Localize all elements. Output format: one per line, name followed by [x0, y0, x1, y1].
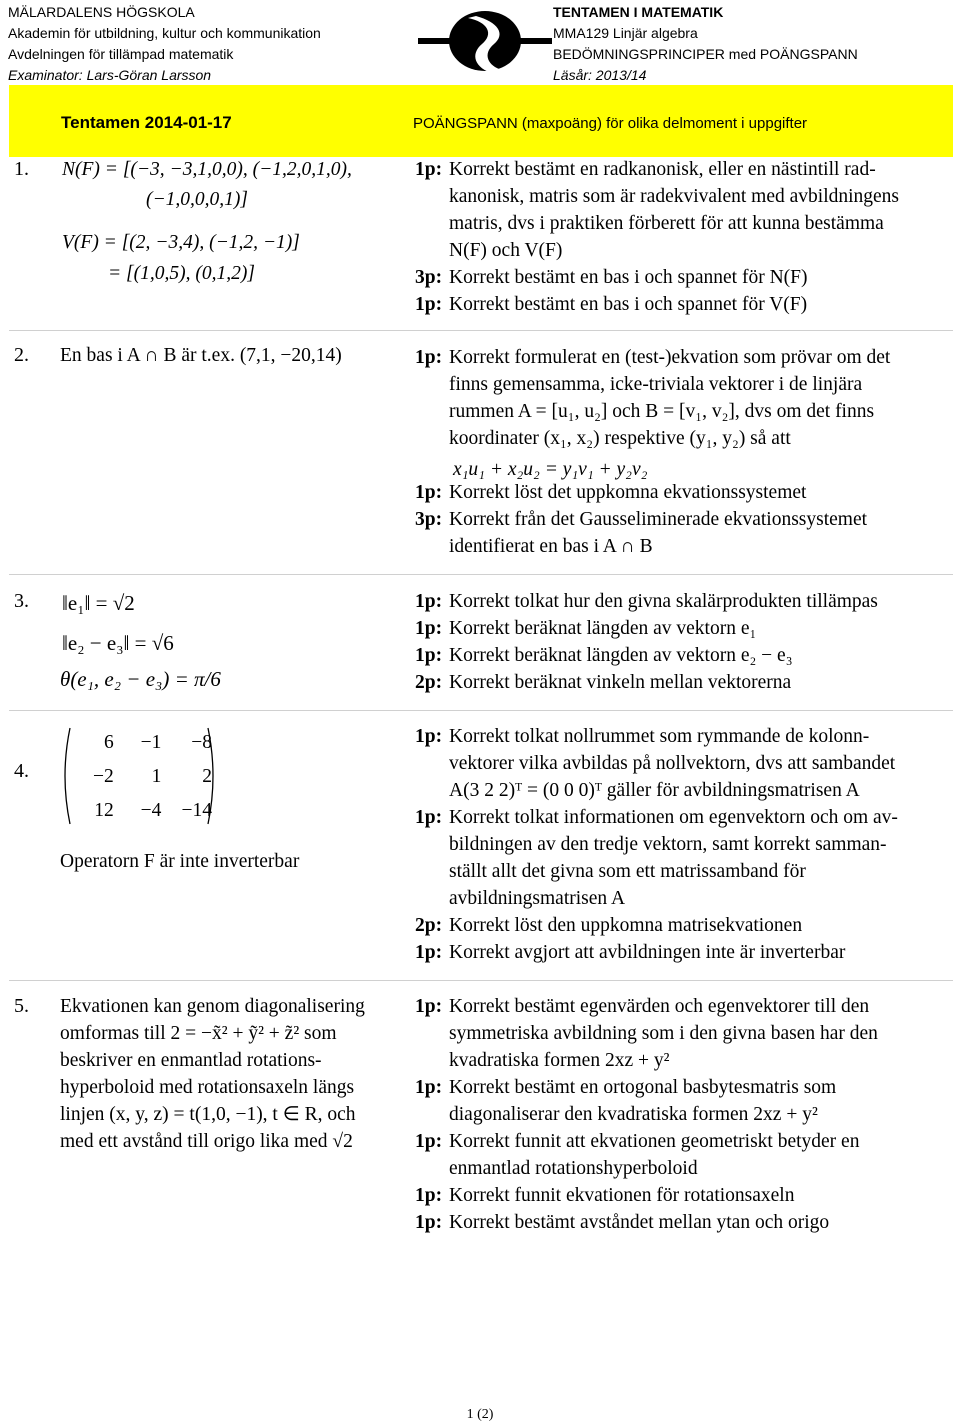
- p4-c4-text: Korrekt avgjort att avbildningen inte är inverterbar: [449, 942, 846, 963]
- p2-c3-text: identifierat en bas i A ∩ B: [449, 536, 653, 557]
- p5-text: linjen (x, y, z) = t(1,0, −1), t ∈ R, och: [60, 1104, 356, 1125]
- p5-c1-text: symmetriska avbildning som i den givna basen har den: [449, 1023, 878, 1044]
- p4-c2-text: avbildningsmatrisen A: [449, 888, 626, 909]
- document-type: BEDÖMNINGSPRINCIPER med POÄNGSPANN: [553, 46, 858, 62]
- p3-c2-points: 1p:: [415, 618, 443, 639]
- p2-c1-equation: x₁u₁ + x₂u₂ = y₁v₁ + y₂v₂: [453, 459, 648, 480]
- p1-c1-text: N(F) och V(F): [449, 240, 563, 261]
- p5-c4-points: 1p:: [415, 1185, 443, 1206]
- row-divider: [9, 710, 953, 711]
- matrix-cell: −14: [181, 800, 212, 821]
- p2-c1-points: 1p:: [415, 347, 443, 368]
- p5-text: Ekvationen kan genom diagonalisering: [60, 996, 365, 1017]
- p1-c1-text: Korrekt bestämt en radkanonisk, eller en nästintill rad-: [449, 159, 876, 180]
- row-divider: [9, 980, 953, 981]
- matrix-cell: 1: [151, 766, 162, 787]
- p5-text: hyperboloid med rotationsaxeln längs: [60, 1077, 355, 1098]
- exam-date: Tentamen 2014-01-17: [61, 113, 232, 132]
- p2-c1-text: finns gemensamma, icke-triviala vektorer i de linjära: [449, 374, 863, 395]
- p3-c2-text: Korrekt beräknat längden av vektorn e₁: [449, 618, 757, 639]
- p1-range-line2: = [(1,0,5), (0,1,2)]: [108, 263, 255, 284]
- p5-text: omformas till 2 = −x̃² + ỹ² + z̃² som: [60, 1023, 337, 1044]
- division-name: Avdelningen för tillämpad matematik: [8, 46, 234, 62]
- problem-1-number: 1.: [14, 158, 29, 180]
- p1-c1-text: kanonisk, matris som är radekvivalent med avbildningens: [449, 186, 900, 207]
- header-left: [8, 2, 321, 86]
- p5-c5-text: Korrekt bestämt avståndet mellan ytan och origo: [449, 1212, 830, 1233]
- p1-range-line1: V(F) = [(2, −3,4), (−1,2, −1)]: [62, 232, 300, 253]
- p4-c2-text: ställt allt det givna som ett matrissamband för: [449, 861, 806, 882]
- matrix-cell: −4: [140, 800, 162, 821]
- p2-c1-text: rummen A = [u₁, u₂] och B = [v₁, v₂], dvs om det finns: [449, 401, 875, 422]
- p4-c1-text: A(3 2 2)ᵀ = (0 0 0)ᵀ gäller för avbildningsmatrisen A: [449, 780, 860, 801]
- p5-text: med ett avstånd till origo lika med √2: [60, 1131, 353, 1152]
- p1-c3-points: 1p:: [415, 294, 443, 315]
- course-name: MMA129 Linjär algebra: [553, 25, 698, 41]
- p2-c3-text: Korrekt från det Gausseliminerade ekvationssystemet: [449, 509, 868, 530]
- p1-nullspace-line2: (−1,0,0,0,1)]: [146, 189, 248, 210]
- p3-c4-text: Korrekt beräknat vinkeln mellan vektorerna: [449, 672, 792, 693]
- row-divider: [9, 574, 953, 575]
- p5-text: beskriver en enmantlad rotations-: [60, 1050, 322, 1071]
- p3-c1-text: Korrekt tolkat hur den givna skalärprodukten tillämpas: [449, 591, 878, 612]
- problem-3-number: 3.: [14, 590, 29, 612]
- academic-year: Läsår: 2013/14: [553, 67, 647, 83]
- academy-name: Akademin för utbildning, kultur och kommunikation: [8, 25, 321, 41]
- p1-c1-points: 1p:: [415, 159, 443, 180]
- header-right: [553, 2, 858, 86]
- matrix-cell: 12: [94, 800, 114, 821]
- problem-5-number: 5.: [14, 995, 29, 1017]
- university-logo: [418, 8, 552, 78]
- p5-c3-points: 1p:: [415, 1131, 443, 1152]
- problem-4-number: 4.: [14, 760, 29, 782]
- p2-c2-text: Korrekt löst det uppkomna ekvationssystemet: [449, 482, 807, 503]
- p4-c2-text: bildningen av den tredje vektorn, samt korrekt samman-: [449, 834, 887, 855]
- p2-c1-text: Korrekt formulerat en (test-)ekvation som prövar om det: [449, 347, 891, 368]
- matrix-cell: 6: [103, 732, 114, 753]
- p5-c1-text: Korrekt bestämt egenvärden och egenvektorer till den: [449, 996, 870, 1017]
- problem-2-number: 2.: [14, 344, 29, 366]
- p4-c3-points: 2p:: [415, 915, 443, 936]
- p5-c2-text: diagonaliserar den kvadratiska formen 2xz + y²: [449, 1104, 818, 1125]
- p5-c1-text: kvadratiska formen 2xz + y²: [449, 1050, 670, 1071]
- p5-c5-points: 1p:: [415, 1212, 443, 1233]
- matrix-cell: 2: [202, 766, 212, 787]
- title-band: [9, 85, 953, 157]
- p1-c1-text: matris, dvs i praktiken förberett för att kunna bestämma: [449, 213, 884, 234]
- p5-c2-text: Korrekt bestämt en ortogonal basbytesmatris som: [449, 1077, 837, 1098]
- p5-c1-points: 1p:: [415, 996, 443, 1017]
- p4-c2-points: 1p:: [415, 807, 443, 828]
- p1-c3-text: Korrekt bestämt en bas i och spannet för V(F): [449, 294, 808, 315]
- page-number: 1 (2): [466, 1407, 494, 1422]
- p2-c2-points: 1p:: [415, 482, 443, 503]
- p4-c2-text: Korrekt tolkat informationen om egenvektorn och om av-: [449, 807, 898, 828]
- p4-c1-text: vektorer vilka avbildas på nollvektorn, dvs att sambandet: [449, 753, 896, 774]
- matrix-cell: −8: [191, 732, 212, 753]
- column-heading: POÄNGSPANN (maxpoäng) för olika delmoment i uppgifter: [413, 115, 808, 132]
- p1-nullspace-line1: N(F) = [(−3, −3,1,0,0), (−1,2,0,1,0),: [62, 159, 352, 180]
- p3-norm-e2-e3: ‖e₂ − e₃‖ = √6: [62, 631, 174, 655]
- matrix-cell: −2: [92, 766, 114, 787]
- row-divider: [9, 330, 953, 331]
- p2-answer: En bas i A ∩ B är t.ex. (7,1, −20,14): [60, 345, 342, 366]
- p5-c3-text: enmantlad rotationshyperboloid: [449, 1158, 698, 1179]
- p4-c4-points: 1p:: [415, 942, 443, 963]
- p3-c3-points: 1p:: [415, 645, 443, 666]
- p1-c2-points: 3p:: [415, 267, 443, 288]
- matrix-grid: [72, 726, 218, 828]
- p3-norm-e1: ‖e₁‖ = √2: [62, 591, 135, 615]
- p2-c3-points: 3p:: [415, 509, 443, 530]
- p3-angle: θ(e₁, e₂ − e₃) = π/6: [60, 667, 221, 691]
- p4-c1-text: Korrekt tolkat nollrummet som rymmande de kolonn-: [449, 726, 870, 747]
- examiner: Examinator: Lars-Göran Larsson: [8, 67, 212, 83]
- p5-c2-points: 1p:: [415, 1077, 443, 1098]
- p4-c1-points: 1p:: [415, 726, 443, 747]
- p2-c1-text: koordinater (x₁, x₂) respektive (y₁, y₂) så att: [449, 428, 791, 449]
- p4-matrix: [58, 726, 218, 826]
- p4-c3-text: Korrekt löst den uppkomna matrisekvationen: [449, 915, 803, 936]
- p3-c4-points: 2p:: [415, 672, 443, 693]
- p3-c1-points: 1p:: [415, 591, 443, 612]
- exam-type: TENTAMEN I MATEMATIK: [553, 4, 724, 20]
- p5-c3-text: Korrekt funnit att ekvationen geometriskt betyder en: [449, 1131, 860, 1152]
- university-name: MÄLARDALENS HÖGSKOLA: [8, 4, 195, 20]
- p3-c3-text: Korrekt beräknat längden av vektorn e₂ − e₃: [449, 645, 793, 666]
- matrix-cell: −1: [140, 732, 162, 753]
- p1-c2-text: Korrekt bestämt en bas i och spannet för N(F): [449, 267, 808, 288]
- p5-c4-text: Korrekt funnit ekvationen för rotationsaxeln: [449, 1185, 795, 1206]
- p4-conclusion: Operatorn F är inte inverterbar: [60, 851, 300, 872]
